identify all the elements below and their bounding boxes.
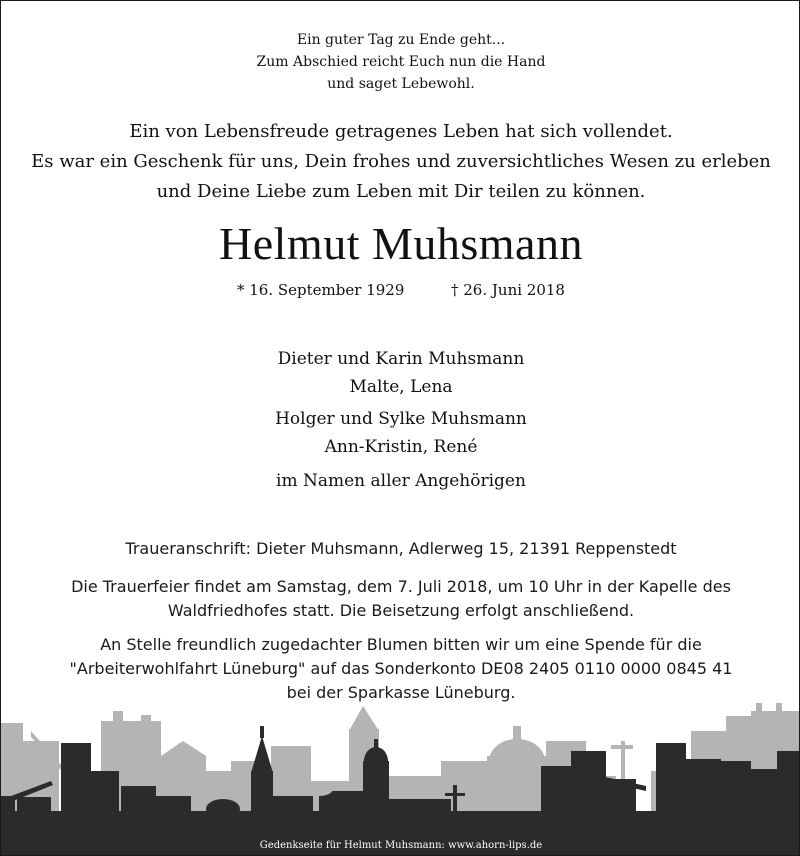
- intro-line: Es war ein Geschenk für uns, Dein frohes und zuversichtliches Wesen zu erleben: [31, 151, 771, 172]
- family-closing-line: im Namen aller Angehörigen: [276, 471, 526, 491]
- family-line: Malte, Lena: [349, 377, 453, 397]
- ceremony-line: Waldfriedhofes statt. Die Beisetzung erfolgt anschließend.: [167, 601, 635, 620]
- poem-line: und saget Lebewohl.: [327, 76, 475, 92]
- family-closing: [1, 467, 800, 495]
- family-line: Ann-Kristin, René: [324, 437, 478, 457]
- poem-line: Zum Abschied reicht Euch nun die Hand: [256, 54, 546, 70]
- family-line: Dieter und Karin Muhsmann: [277, 349, 525, 369]
- donation-info: [1, 633, 800, 705]
- donation-line: An Stelle freundlich zugedachter Blumen bitten wir um eine Spende für die: [100, 635, 702, 654]
- poem-line: Ein guter Tag zu Ende geht...: [296, 32, 506, 48]
- address-line: Traueranschrift: Dieter Muhsmann, Adlerweg 15, 21391 Reppenstedt: [125, 539, 677, 558]
- poem-verse: [1, 29, 800, 95]
- donation-line: bei der Sparkasse Lüneburg.: [286, 683, 516, 702]
- family-group-2: [1, 405, 800, 461]
- city-skyline-illustration: [1, 701, 800, 856]
- intro-line: Ein von Lebensfreude getragenes Leben hat sich vollendet.: [129, 121, 673, 142]
- donation-line: "Arbeiterwohlfahrt Lüneburg" auf das Sonderkonto DE08 2405 0110 0000 0845 41: [69, 659, 733, 678]
- birth-date: * 16. September 1929: [237, 281, 405, 299]
- ceremony-line: Die Trauerfeier findet am Samstag, dem 7. Juli 2018, um 10 Uhr in der Kapelle des: [71, 577, 731, 596]
- mourning-address: [1, 537, 800, 561]
- family-group-1: [1, 345, 800, 401]
- memorial-page-footer: Gedenkseite für Helmut Muhsmann: www.ahorn-lips.de: [259, 840, 543, 851]
- skyline-animals: [305, 782, 333, 796]
- intro-text: [1, 117, 800, 207]
- death-date: † 26. Juni 2018: [451, 281, 565, 299]
- intro-line: und Deine Liebe zum Leben mit Dir teilen zu können.: [156, 181, 646, 202]
- deceased-name: Helmut Muhsmann: [219, 218, 583, 269]
- family-line: Holger und Sylke Muhsmann: [275, 409, 527, 429]
- ceremony-info: [1, 575, 800, 623]
